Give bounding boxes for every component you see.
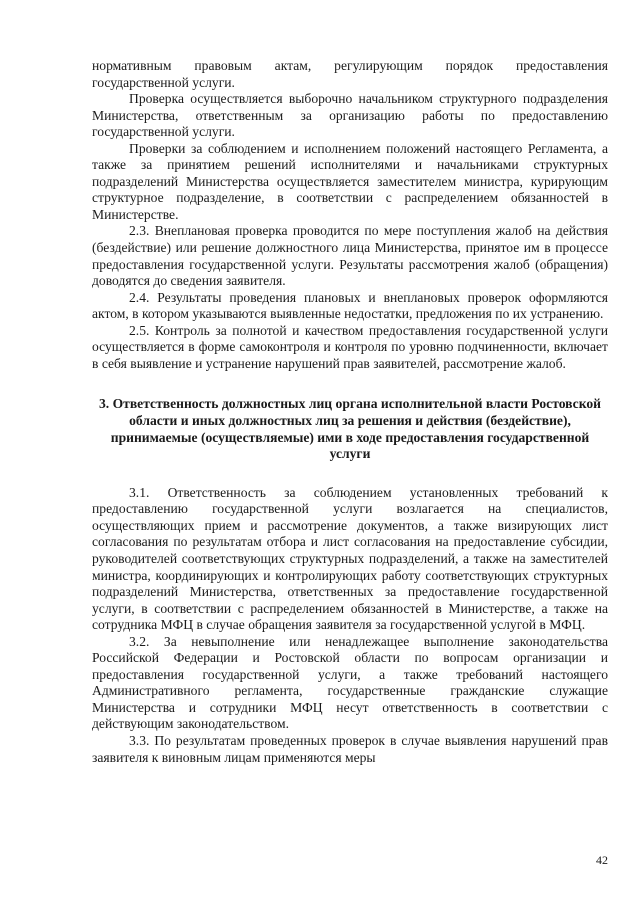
section-heading: 3. Ответственность должностных лиц органа исполнительной власти Ростовской области и иных должностных лиц за решения и действия (бездействие), принимаемые (осуществляемые) ими в ходе предоставления государственной услуги (98, 396, 601, 462)
page-number: 42 (596, 853, 608, 867)
paragraph-2-4: 2.4. Результаты проведения плановых и внеплановых проверок оформляются актом, в котором указываются выявленные недостатки, предложения по их устранению. (92, 289, 608, 322)
paragraph-2-3: 2.3. Внеплановая проверка проводится по мере поступления жалоб на действия (бездействие) или решение должностного лица Министерства, принятое им в процессе предоставления государственной услуги. Результаты рассмотрения жалоб (обращения) доводятся до сведения заявителя. (92, 223, 608, 289)
document-page (92, 58, 608, 766)
paragraph-inspection-selective: Проверка осуществляется выборочно начальником структурного подразделения Министерства, ответственным за организацию работы по предоставлению государственной услуги. (92, 91, 608, 140)
paragraph-2-5: 2.5. Контроль за полнотой и качеством предоставления государственной услуги осуществляется в форме самоконтроля и контроля по уровню подчиненности, включает в себя выявление и устранение нарушений прав заявителей, рассмотрение жалоб. (92, 322, 608, 371)
paragraph-3-2: 3.2. За невыполнение или ненадлежащее выполнение законодательства Российской Федерации и Ростовской области по вопросам организации и предоставления государственной услуги, а также требований настоящего Административного регламента, государственные гражданские служащие Министерства и сотрудники МФЦ несут ответственность в соответствии с действующим законодательством. (92, 633, 608, 732)
paragraph-3-3: 3.3. По результатам проведенных проверок в случае выявления нарушений прав заявителя к виновным лицам применяются меры (92, 732, 608, 765)
paragraph-continuation: нормативным правовым актам, регулирующим порядок предоставления государственной услуги. (92, 58, 608, 90)
paragraph-3-1: 3.1. Ответственность за соблюдением установленных требований к предоставлению государственной услуги возлагается на специалистов, осуществляющих прием и рассмотрение документов, а также визирующих лист согласования по результатам отбора и лист согласования на предоставление субсидии, руководителей соответствующих структурных подразделений, а также на заместителей министра, координирующих и контролирующих работу соответствующих структурных подразделений Министерства, ответственных за предоставление государственной услуги, в соответствии с распределением обязанностей в Министерстве, а также на сотрудника МФЦ в случае обращения заявителя за государственной услугой в МФЦ. (92, 484, 608, 633)
paragraph-inspection-deputy: Проверки за соблюдением и исполнением положений настоящего Регламента, а также за принятием решений исполнителями и начальниками структурных подразделений Министерства осуществляется заместителем министра, курирующим структурное подразделение, в соответствии с распределением обязанностей в Министерстве. (92, 140, 608, 222)
